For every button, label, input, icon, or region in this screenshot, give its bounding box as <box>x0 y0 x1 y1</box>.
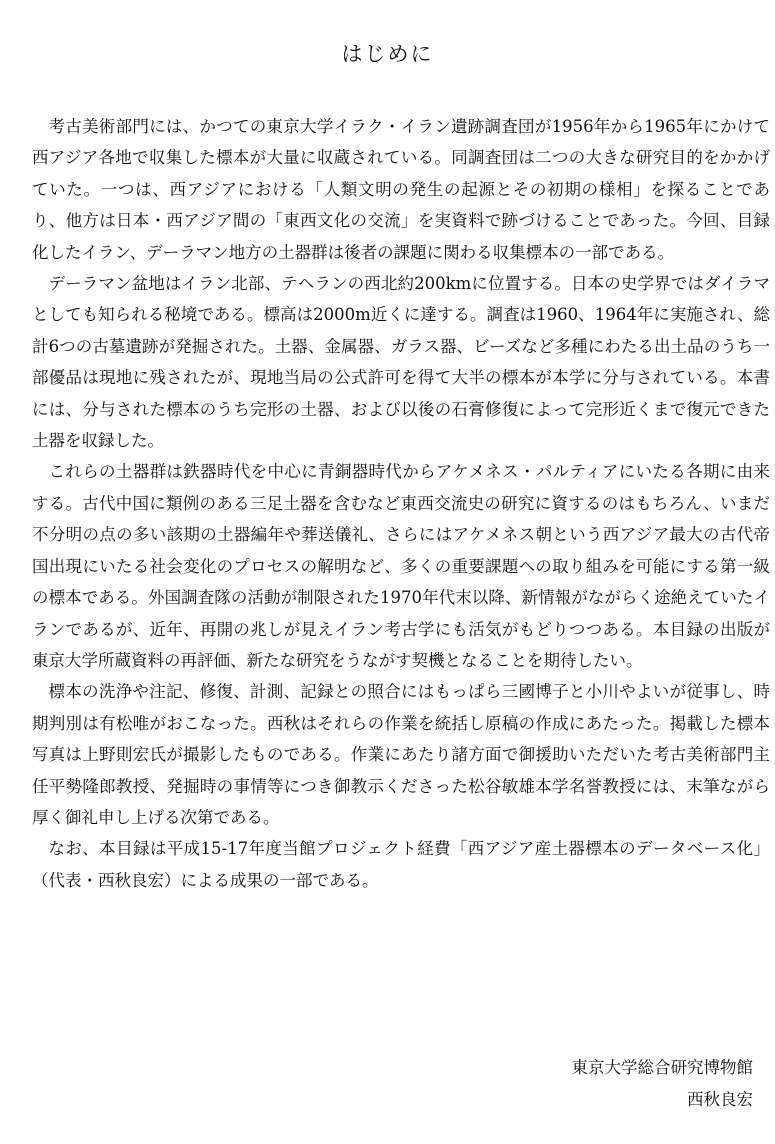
signature-block <box>572 1052 754 1116</box>
page-title: はじめに <box>341 42 434 66</box>
paragraph-2: デーラマン盆地はイラン北部、テヘランの西北約200kmに位置する。日本の史学界ではダイラマとしても知られる秘境である。標高は2000m近くに達する。調査は1960、1964年に実施され、総計6つの古墓遺跡が発掘された。土器、金属器、ガラス器、ビーズなど多種にわたる出土品のうち一部優品は現地に残されたが、現地当局の公式許可を得て大半の標本が本学に分与されている。本書には、分与された標本のうち完形の土器、および以後の石膏修復によって完形近くまで復元できた土器を収録した。 <box>32 274 771 451</box>
paragraph-4: 標本の洗浄や注記、修復、計測、記録との照合にはもっぱら三國博子と小川やよいが従事し、時期判別は有松唯がおこなった。西秋はそれらの作業を統括し原稿の作成にあたった。掲載した標本写真は上野則宏氏が撮影したものである。作業にあたり諸方面で御援助いただいた考古美術部門主任平勢隆郎教授、発掘時の事情等につき御教示くださった松谷敏雄本学名誉教授には、末筆ながら厚く御礼申し上げる次第である。 <box>32 682 770 827</box>
signature-author: 西秋良宏 <box>687 1090 753 1109</box>
paragraph-1: 考古美術部門には、かつての東京大学イラク・イラン遺跡調査団が1956年から1965年にかけて西アジア各地で収集した標本が大量に収蔵されている。同調査団は二つの大きな研究目的をかかげていた。一つは、西アジアにおける「人類文明の発生の起源とその初期の様相」を探ることであり、他方は日本・西アジア間の「東西文化の交流」を実資料で跡づけることであった。今回、目録化したイラン、デーラマン地方の土器群は後者の課題に関わる収集標本の一部である。 <box>32 117 770 262</box>
body-text <box>32 111 770 896</box>
paragraph-5: なお、本目録は平成15-17年度当館プロジェクト経費「西アジア産土器標本のデータベース化」（代表・西秋良宏）による成果の一部である。 <box>32 839 770 890</box>
signature-organization: 東京大学総合研究博物館 <box>571 1058 753 1077</box>
paragraph-3: これらの土器群は鉄器時代を中心に青銅器時代からアケメネス・パルティアにいたる各期に由来する。古代中国に類例のある三足土器を含むなど東西交流史の研究に資するのはもちろん、いまだ不分明の点の多い該期の土器編年や葬送儀礼、さらにはアケメネス朝という西アジア最大の古代帝国出現にいたる社会変化のプロセスの解明など、多くの重要課題への取り組みを可能にする第一級の標本である。外国調査隊の活動が制限された1970年代末以降、新情報がながらく途絶えていたイランであるが、近年、再開の兆しが見えイラン考古学にも活気がもどりつつある。本目録の出版が東京大学所蔵資料の再評価、新たな研究をうながす契機となることを期待したい。 <box>32 462 770 670</box>
